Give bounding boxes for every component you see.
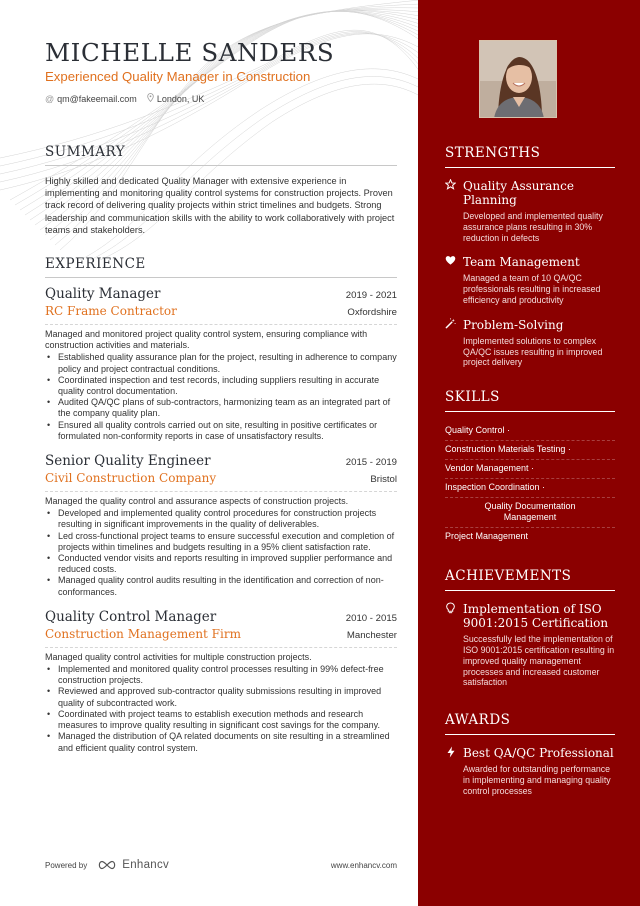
lightbulb-icon [445,602,456,688]
job-location: Oxfordshire [347,307,397,319]
wand-icon [445,318,456,368]
job-bullet: • Implemented and monitored quality control processes resulting in 99% defect-free construction projects. [45,664,397,686]
job-description: Managed and monitored project quality control system, ensuring compliance with construction activities and materials. [45,324,397,351]
job-company: RC Frame Contractor [45,304,177,319]
awards-heading: AWARDS [445,712,615,735]
candidate-name: MICHELLE SANDERS [45,38,335,67]
job-bullet: • Developed and implemented quality control procedures for construction projects resulting in significant improvements in the quality of deliverables. [45,508,397,530]
sidebar-content [445,145,615,797]
job-role: Quality Control Manager [45,608,217,625]
location-contact [147,93,205,104]
skills-list [445,422,615,546]
profile-photo-illustration [480,41,557,118]
location-pin-icon [147,93,154,104]
strength-item [445,255,615,305]
achievement-item [445,602,615,688]
summary-text: Highly skilled and dedicated Quality Manager with extensive experience in implementing and monitoring quality control systems for construction projects. Proven track record of delivering quality projects within strict timelines and budgets. Strong leadership and communication skills with the ability to work collaboratively with project teams and stakeholders. [45,176,395,235]
powered-by [45,859,169,871]
job-entry [45,609,397,754]
job-role: Senior Quality Engineer [45,453,211,470]
strength-title: Team Management [463,255,580,270]
strength-item [445,179,615,243]
strength-title: Problem-Solving [463,317,564,332]
email-text: qm@fakeemail.com [57,93,137,104]
summary-heading: SUMMARY [45,144,397,166]
candidate-title: Experienced Quality Manager in Construction [45,69,311,84]
skill-item: Vendor Management · [445,460,615,479]
footer [45,859,397,871]
experience-list [45,286,397,754]
award-item [445,746,615,796]
main-column [45,38,397,754]
strength-title: Quality Assurance Planning [463,179,574,207]
job-dates: 2010 - 2015 [345,612,397,624]
job-bullets [45,664,397,754]
contact-info [45,93,397,104]
strength-desc: Managed a team of 10 QA/QC professionals resulting in increased efficiency and productivity [463,273,601,305]
skills-heading: SKILLS [445,389,615,412]
job-bullet: • Audited QA/QC plans of sub-contractors, harmonizing team as an integrated part of the company quality plan. [45,397,397,419]
strengths-heading: STRENGTHS [445,145,615,168]
award-desc: Awarded for outstanding performance in implementing and managing quality control processes [463,764,611,796]
skill-item: Quality Control · [445,422,615,441]
job-bullets [45,352,397,442]
strength-desc: Developed and implemented quality assurance plans resulting in 30% reduction in defects [463,211,603,243]
skill-item: Project Management [445,531,529,542]
job-bullet: • Managed quality control audits resulting in the identification and correction of non-conformances. [45,575,397,597]
powered-by-label: Powered by [45,860,88,870]
job-description: Managed quality control activities for multiple construction projects. [45,647,397,663]
job-dates: 2015 - 2019 [345,457,397,469]
job-location: Manchester [346,629,397,641]
job-bullet: • Coordinated with project teams to establish execution methods and research measures to improve quality resulting in significant cost savings for the company. [45,709,397,731]
job-bullet: • Conducted vendor visits and reports resulting in improved supplier performance and reduced costs. [45,553,397,575]
heart-icon [445,255,456,305]
award-title: Best QA/QC Professional [463,746,614,761]
bolt-icon [445,746,456,796]
website-link[interactable]: www.enhancv.com [330,860,397,870]
job-bullet: • Ensured all quality controls carried out on site, resulting in positive certificates or formulated non-conformity reports in case of unsatisfactory results. [45,420,397,442]
job-entry [45,453,397,598]
skill-item: Inspection Coordination · [445,479,615,498]
strength-item [445,318,615,368]
job-description: Managed the quality control and assurance aspects of construction projects. [45,491,397,507]
email-contact[interactable] [45,94,137,104]
job-bullet: • Reviewed and approved sub-contractor quality submissions resulting in improved quality of subcontracted work. [45,686,397,708]
location-text: London, UK [156,93,205,104]
experience-heading: EXPERIENCE [45,256,397,278]
enhancv-logo-icon [97,860,117,870]
job-role: Quality Manager [45,286,161,303]
star-icon [445,179,456,243]
strength-desc: Implemented solutions to complex QA/QC issues resulting in improved project delivery [463,335,603,368]
job-bullet: • Established quality assurance plan for the project, resulting in adherence to company policy and project contractual conditions. [45,352,397,374]
at-icon: @ [45,93,55,104]
job-location: Bristol [370,474,397,486]
skill-item: Construction Materials Testing · [445,441,615,460]
job-bullets [45,508,397,598]
job-entry [45,286,397,442]
job-bullet: • Led cross-functional project teams to ensure successful execution and completion of projects within timelines and budgets resulting in a 95% client satisfaction rate. [45,531,397,553]
job-company: Civil Construction Company [45,471,217,486]
enhancv-logo[interactable] [97,859,169,871]
achievement-title: Implementation of ISO 9001:2015 Certification [463,602,609,631]
achievement-desc: Successfully led the implementation of ISO 9001:2015 certification resulting in improved quality management processes and increased customer satisfaction [463,634,615,688]
skill-item: Quality Documentation Management [445,498,615,528]
job-company: Construction Management Firm [45,626,241,641]
profile-photo [479,40,557,118]
sidebar [418,0,640,906]
achievements-heading: ACHIEVEMENTS [445,568,615,591]
enhancv-brand-name: Enhancv [122,859,170,871]
job-bullet: • Managed the distribution of QA related documents on site resulting in a streamlined and efficient quality control system. [45,731,397,753]
job-dates: 2019 - 2021 [345,290,397,302]
job-bullet: • Coordinated inspection and test records, including suppliers resulting in accurate quality control documentation. [45,375,397,397]
